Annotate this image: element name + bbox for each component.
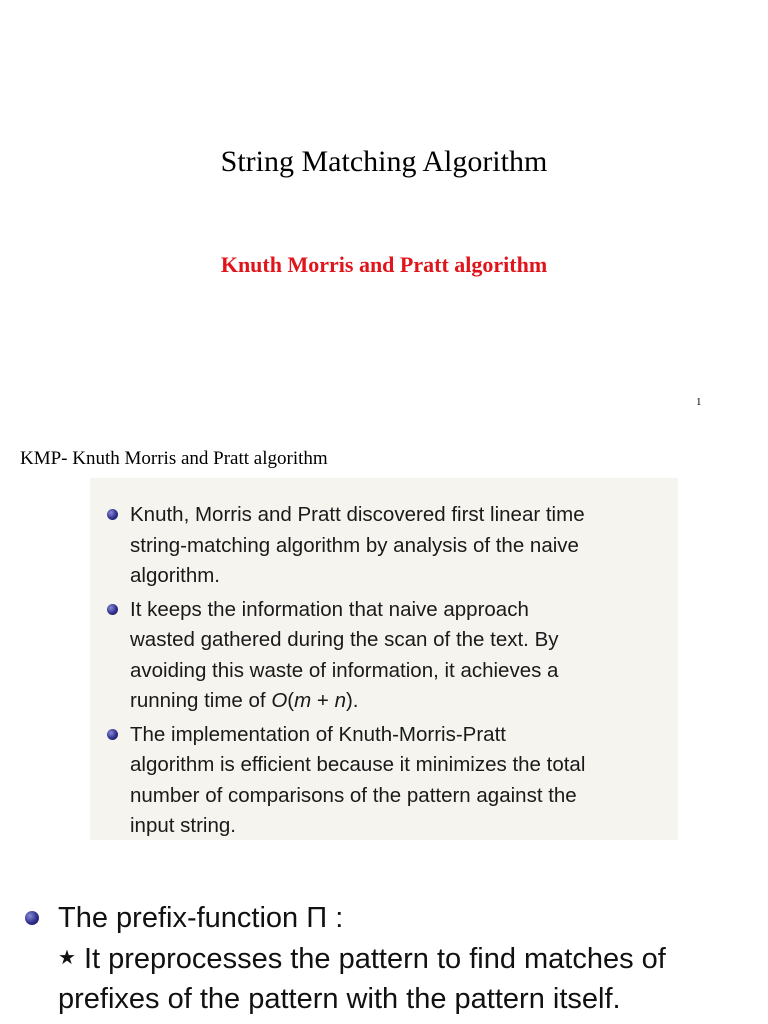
bullet-text: . [352,689,359,712]
bullet-line: The implementation of Knuth-Morris-Pratt [130,722,506,746]
bullet-line: string-matching algorithm by analysis of the naive [130,533,579,557]
bullet-icon [107,604,118,615]
bullet-line: Knuth, Morris and Pratt discovered first linear time [130,503,585,526]
complexity-math: O(m + n) [271,689,353,712]
bullet-line: wasted gathered during the scan of the text. By [130,628,559,651]
bullet-icon [107,509,118,520]
bullet-icon [25,911,39,925]
prefix-function-block [22,898,742,1019]
prefix-function-title: The prefix-function Π : [58,902,344,934]
sub-bullet-text: It preprocesses the pattern to find matches of [83,943,666,975]
bullet-list [90,478,678,842]
bullet-panel [90,478,678,840]
page-number: 1 [696,396,702,408]
sub-bullet-line [22,979,742,1019]
star-icon: ★ [58,947,76,969]
bullet-item [130,595,668,717]
sub-bullet-line [22,938,742,979]
bullet-line: number of comparisons of the pattern against the [130,783,577,807]
slide-title: String Matching Algorithm [220,145,548,178]
bullet-item [130,720,668,842]
bullet-line: algorithm is efficient because it minimizes the total [130,753,586,776]
bullet-line: It keeps the information that naive approach [130,597,529,621]
section-heading: KMP- Knuth Morris and Pratt algorithm [20,448,328,469]
bullet-item [130,500,668,592]
bullet-icon [107,729,118,740]
sub-bullet-text: prefixes of the pattern with the pattern itself. [58,983,621,1015]
bullet-text: running time of [130,689,272,712]
bullet-line: algorithm. [130,564,221,587]
prefix-function-line [22,898,742,938]
bullet-line: avoiding this waste of information, it achieves a [130,658,559,682]
slide-subtitle: Knuth Morris and Pratt algorithm [220,252,548,277]
bullet-line: input string. [130,814,236,837]
bullet-line [130,686,668,717]
